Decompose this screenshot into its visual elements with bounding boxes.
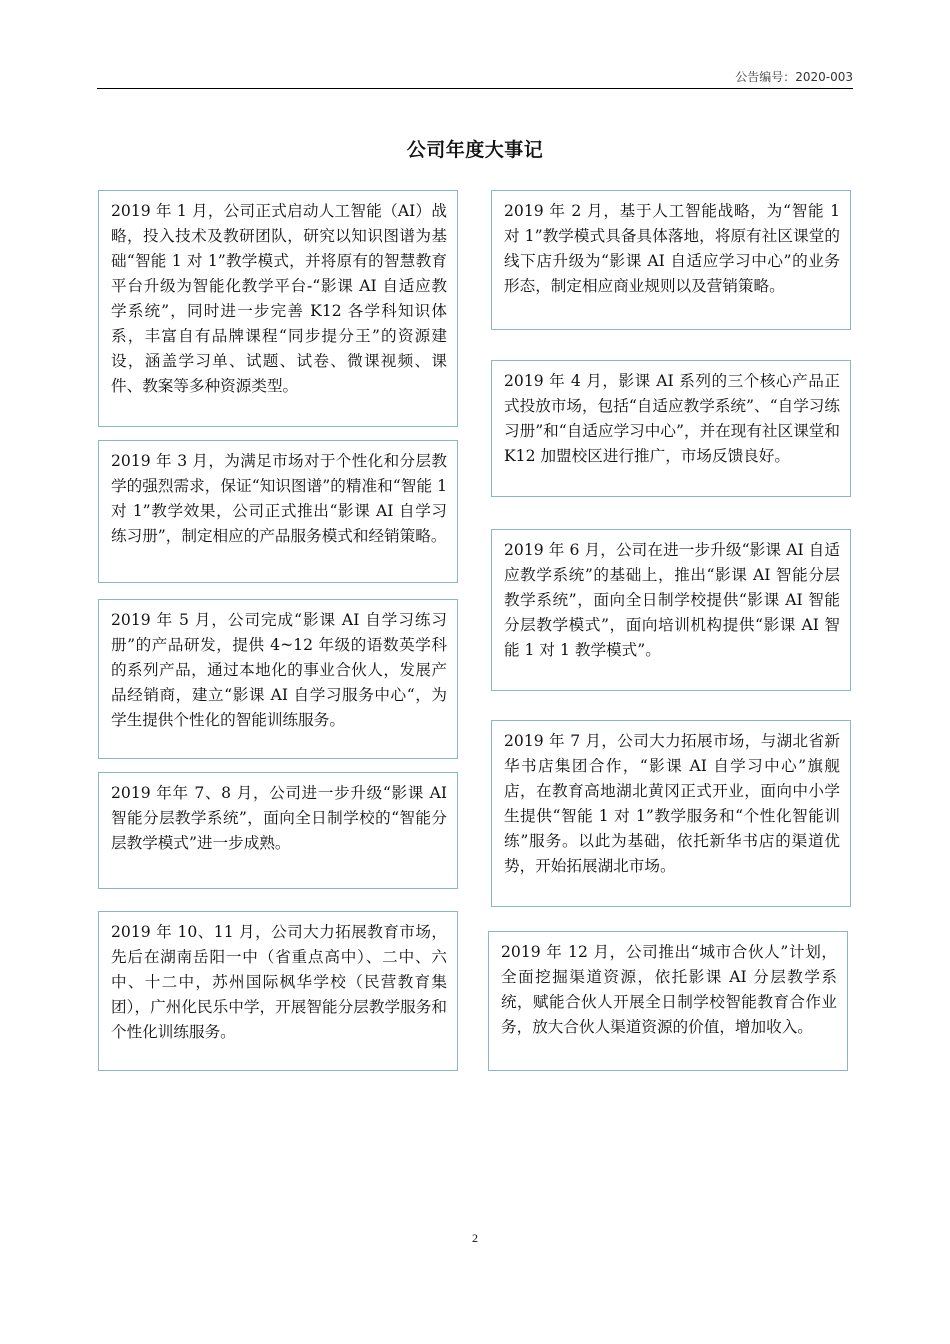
page-title: 公司年度大事记 [406,139,544,161]
event-2019-01: 2019 年 1 月，公司正式启动人工智能（AI）战略，投入技术及教研团队，研究以知识图谱为基础“智能 1 对 1”教学模式，并将原有的智慧教育平台升级为智能化教学平台-“影课 AI 自适应教学系统”，同时进一步完善 K12 各学科知识体系，丰富自有品牌课程“同步提分王”的资源建设，涵盖学习单、试题、试卷、微课视频、课件、教案等多种资源类型。 [98,190,458,427]
event-2019-07-08: 2019 年年 7、8 月，公司进一步升级“影课 AI 智能分层教学系统”，面向全日制学校的“智能分层教学模式”进一步成熟。 [98,772,458,889]
event-2019-02: 2019 年 2 月，基于人工智能战略，为“智能 1 对 1”教学模式具备具体落地，将原有社区课堂的线下店升级为“影课 AI 自适应学习中心”的业务形态，制定相应商业规则以及营销策略。 [491,190,851,330]
event-2019-06: 2019 年 6 月，公司在进一步升级“影课 AI 自适应教学系统”的基础上，推出“影课 AI 智能分层教学系统”，面向全日制学校提供“影课 AI 智能分层教学模式”，面向培训机构提供“影课 AI 智能 1 对 1 教学模式”。 [491,529,851,691]
event-2019-04: 2019 年 4 月，影课 AI 系列的三个核心产品正式投放市场，包括“自适应教学系统”、“自学习练习册”和“自适应学习中心”，并在现有社区课堂和 K12 加盟校区进行推广，市场反馈良好。 [491,360,851,497]
event-2019-12: 2019 年 12 月，公司推出“城市合伙人”计划，全面挖掘渠道资源，依托影课 AI 分层教学系统，赋能合伙人开展全日制学校智能教育合作业务，放大合伙人渠道资源的价值，增加收入。 [488,931,848,1071]
event-2019-05: 2019 年 5 月，公司完成“影课 AI 自学习练习册”的产品研发，提供 4~12 年级的语数英学科的系列产品，通过本地化的事业合伙人，发展产品经销商，建立“影课 AI 自学习服务中心“，为学生提供个性化的智能训练服务。 [98,599,458,759]
event-2019-03: 2019 年 3 月，为满足市场对于个性化和分层教学的强烈需求，保证“知识图谱”的精准和“智能 1 对 1”教学效果，公司正式推出“影课 AI 自学习练习册”，制定相应的产品服务模式和经销策略。 [98,440,458,583]
page-number: 2 [472,1231,478,1245]
page-header [97,70,853,89]
event-2019-10-11: 2019 年 10、11 月，公司大力拓展教育市场，先后在湖南岳阳一中（省重点高中）、二中、六中、十二中，苏州国际枫华学校（民营教育集团），广州化民乐中学，开展智能分层教学服务和个性化训练服务。 [98,911,458,1071]
event-2019-07: 2019 年 7 月，公司大力拓展市场，与湖北省新华书店集团合作，“影课 AI 自学习中心”旗舰店，在教育高地湖北黄冈正式开业，面向中小学生提供“智能 1 对 1”教学服务和“个性化智能训练”服务。以此为基础，依托新华书店的渠道优势，开始拓展湖北市场。 [491,720,851,907]
announcement-number: 公告编号：2020-003 [735,70,853,84]
